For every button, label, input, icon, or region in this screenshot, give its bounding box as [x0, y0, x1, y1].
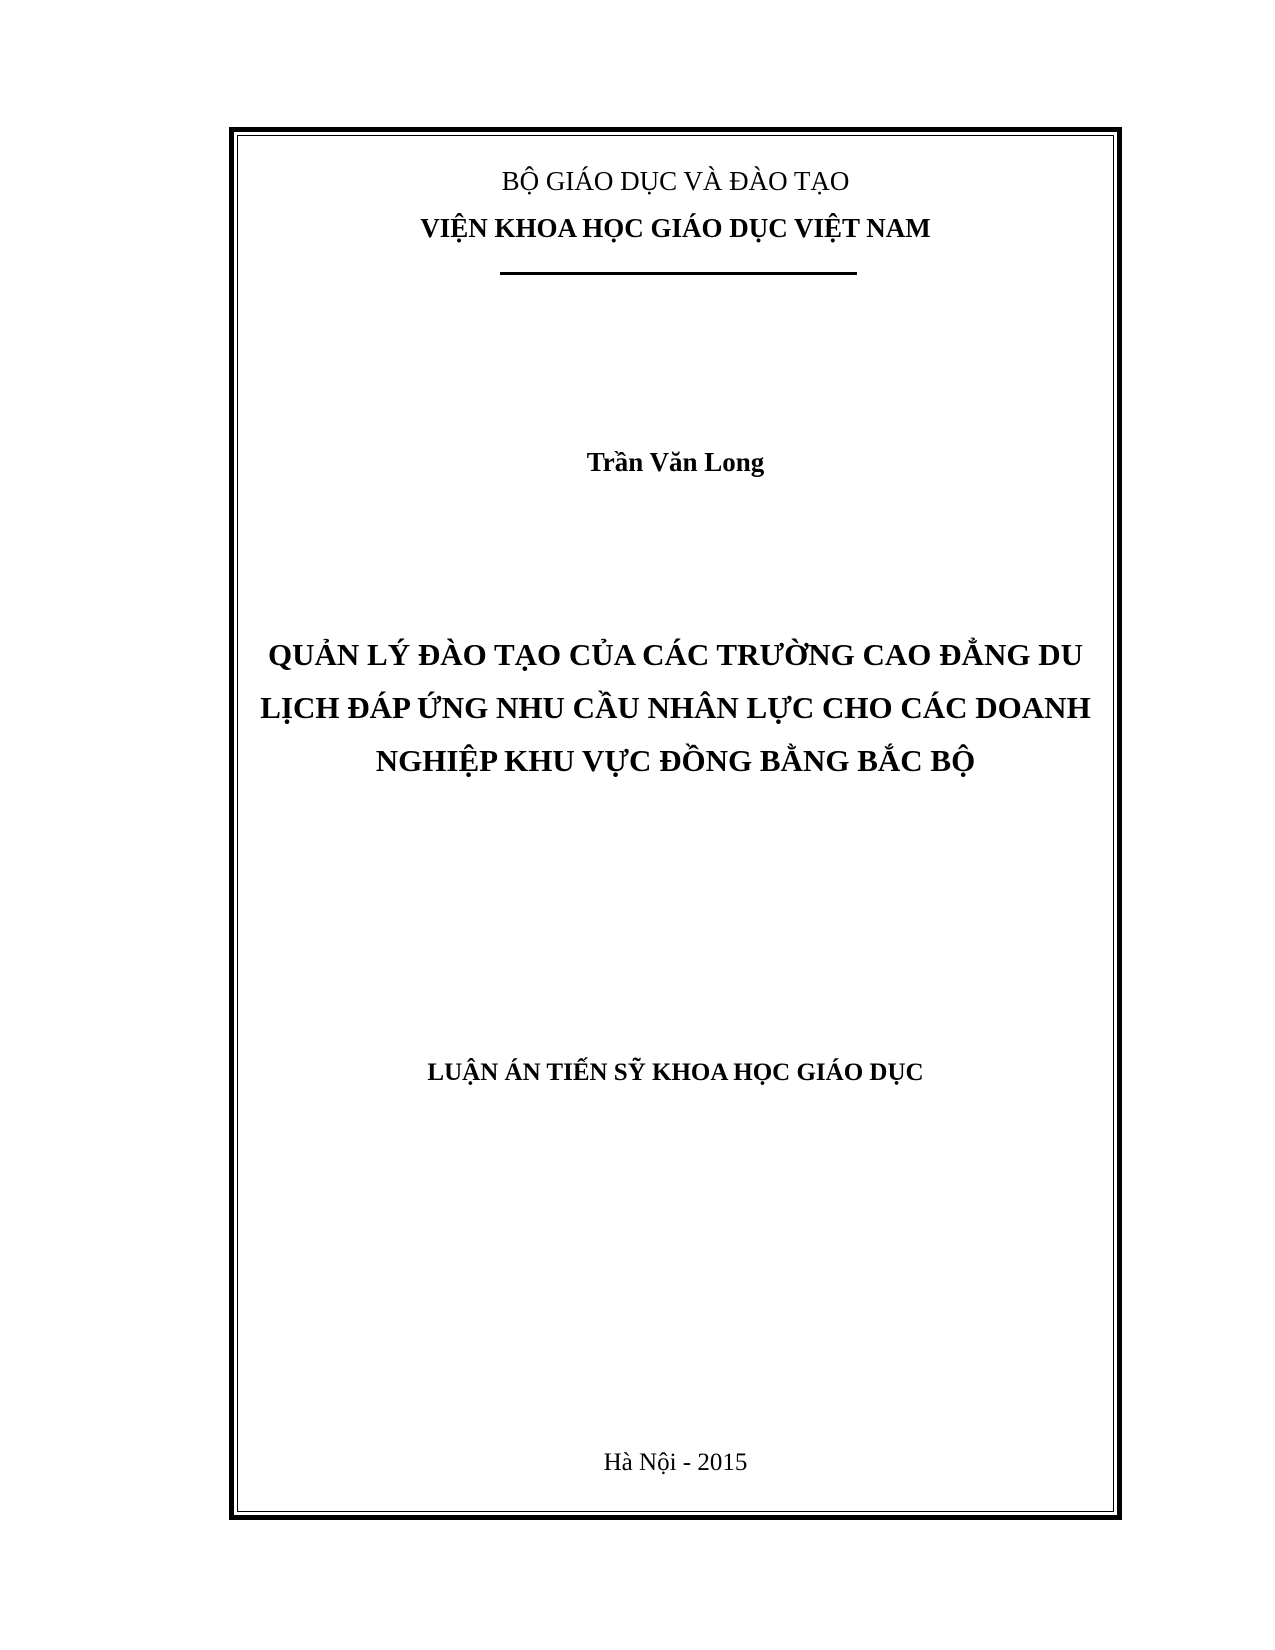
thesis-title-line-3: NGHIỆP KHU VỰC ĐỒNG BẰNG BẮC BỘ — [375, 743, 976, 778]
thesis-title-line-1: QUẢN LÝ ĐÀO TẠO CỦA CÁC TRƯỜNG CAO ĐẲNG DU — [268, 637, 1083, 672]
page-border-inner — [237, 135, 1114, 1512]
institute-name: VIỆN KHOA HỌC GIÁO DỤC VIỆT NAM — [420, 213, 931, 243]
degree-type: LUẬN ÁN TIẾN SỸ KHOA HỌC GIÁO DỤC — [427, 1059, 924, 1086]
header-divider — [500, 272, 857, 275]
place-and-year: Hà Nội - 2015 — [603, 1449, 748, 1476]
author-name: Trần Văn Long — [586, 447, 765, 477]
ministry-name: BỘ GIÁO DỤC VÀ ĐÀO TẠO — [501, 166, 850, 196]
thesis-title-line-2: LỊCH ĐÁP ỨNG NHU CẦU NHÂN LỰC CHO CÁC DOANH — [260, 690, 1091, 725]
